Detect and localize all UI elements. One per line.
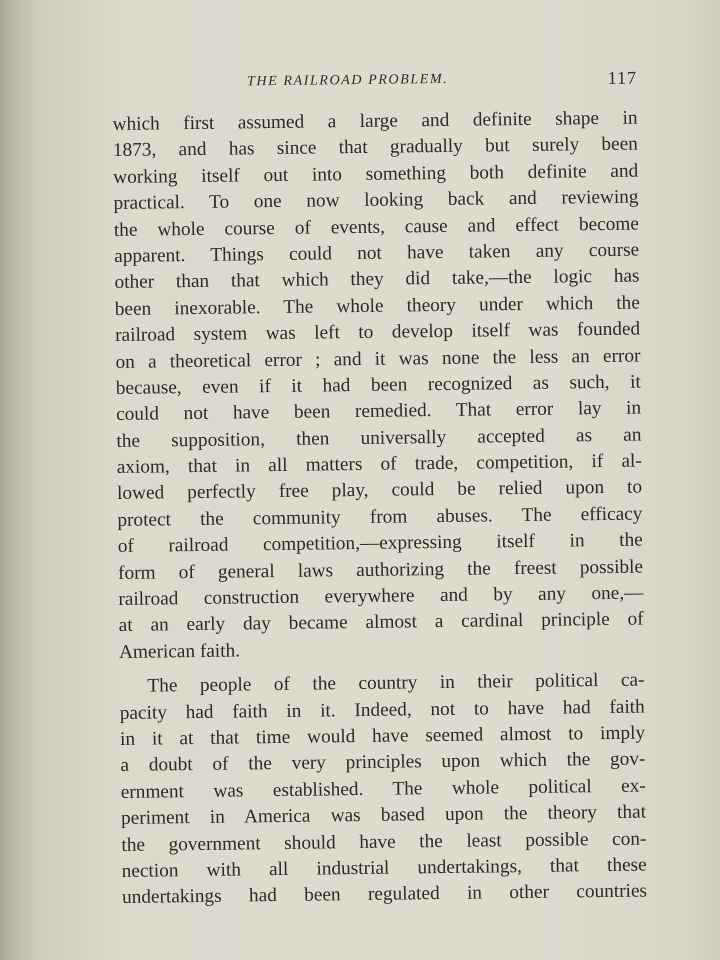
book-page (112, 67, 648, 912)
text-line: working itself out into something both definite and (113, 160, 639, 188)
text-line: undertakings had been regulated in other countries (121, 880, 648, 909)
text-line: ernment was established. The whole political ex- (120, 775, 646, 803)
text-line: on a theoretical error ; and it was none the less an error (115, 345, 641, 373)
text-line: practical. To one now looking back and reviewing (113, 186, 639, 215)
text-line: at an early day became almost a cardinal principle of (118, 608, 644, 637)
text-line: pacity had faith in it. Indeed, not to have had faith (119, 696, 645, 724)
text-line: the supposition, then universally accepted as an (116, 424, 642, 452)
text-line: railroad system was left to develop itself was founded (115, 318, 641, 347)
text-line: apparent. Things could not have taken any course (114, 239, 640, 267)
text-line: which first assumed a large and definite shape in (112, 107, 638, 135)
text-line: the whole course of events, cause and effect become (113, 213, 639, 241)
text-line: nection with all industrial undertakings, that these (121, 854, 647, 882)
text-line: railroad construction everywhere and by any one,— (118, 582, 644, 610)
text-line: the government should have the least possible con- (121, 828, 647, 856)
text-line: form of general laws authorizing the freest possible (117, 556, 644, 584)
text-line: The people of the country in their political ca- (147, 669, 645, 697)
paragraph-2 (119, 668, 647, 912)
running-head (112, 67, 638, 106)
text-line: a doubt of the very principles upon which the gov- (120, 748, 646, 777)
text-line: lowed perfectly free play, could be relied upon to (116, 477, 643, 505)
page-number: 117 (607, 67, 638, 88)
text-line: because, even if it had been recognized as such, it (115, 371, 641, 399)
text-line: axiom, that in all matters of trade, competition, if al- (116, 450, 642, 479)
text-line: could not have been remedied. That error lay in (116, 397, 642, 426)
binding-gutter-shadow (0, 0, 38, 960)
text-line: been inexorable. The whole theory under which the (114, 292, 640, 320)
text-line: of railroad competition,—expressing itself in the (117, 529, 643, 558)
text-line: protect the community from abuses. The efficacy (117, 503, 643, 531)
text-line: in it at that time would have seemed almost to imply (119, 722, 646, 750)
text-line: 1873, and has since that gradually but surely been (112, 133, 639, 162)
paragraph-1 (112, 106, 644, 667)
text-line: periment in America was based upon the theory that (120, 801, 647, 830)
running-head-title: THE RAILROAD PROBLEM. (246, 71, 449, 90)
text-line: other than that which they did take,—the logic has (114, 265, 640, 294)
text-line: American faith. (118, 640, 241, 663)
